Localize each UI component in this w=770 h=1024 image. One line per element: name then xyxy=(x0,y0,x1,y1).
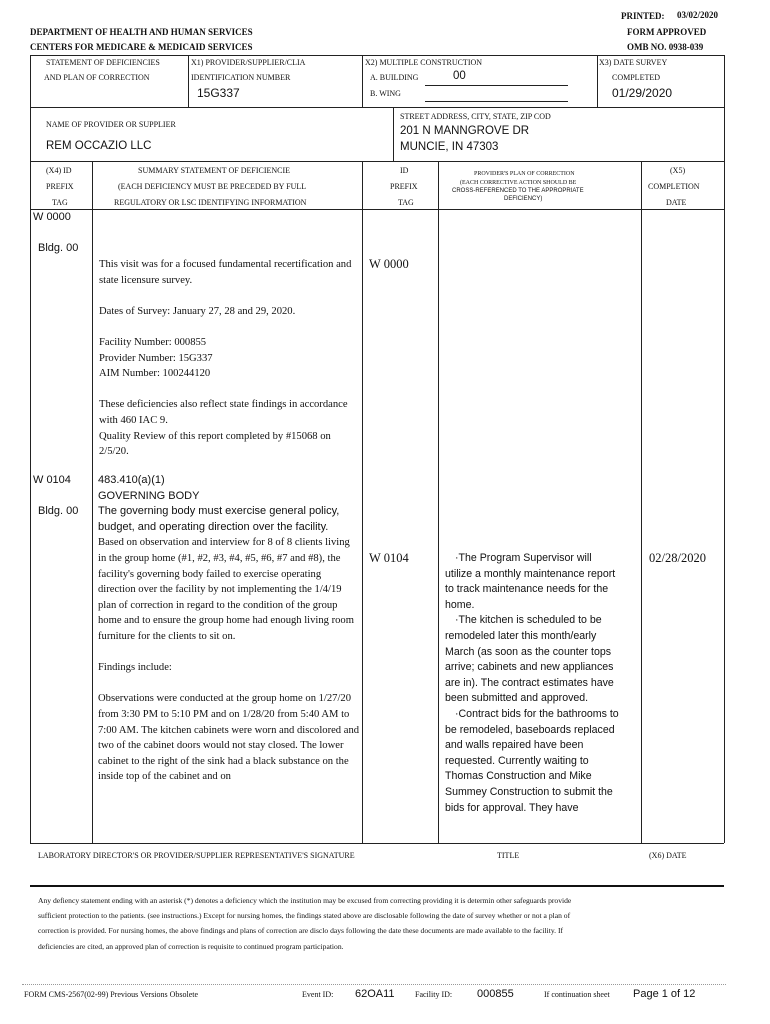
provider-name-label: NAME OF PROVIDER OR SUPPLIER xyxy=(46,120,176,129)
w0104-regulation-text: The governing body must exercise general policy, budget, and operating direction over the facility. xyxy=(98,505,340,533)
id-tag-label: TAG xyxy=(398,198,414,207)
x4-tag-label: TAG xyxy=(52,198,68,207)
w0000-id-tag: W 0000 xyxy=(369,257,409,271)
continuation-label: If continuation sheet xyxy=(544,990,610,999)
x2-label: X2) MULTIPLE CONSTRUCTION xyxy=(365,58,483,67)
facility-id: 000855 xyxy=(477,988,514,1000)
deficiency-notice: Any defiency statement ending with an asterisk (*) denotes a deficiency which the institution may be excused from correcting providing it is determin other safeguards provide sufficient protection to the patients. (see instructions.) Except for nursing homes, the findings stated above are disclosable following the date of survey whether or not a plan of correction is provided. For nursing homes, the above findings and plans of correction are disclo days following the date these documents are made available to the facility. If deficiencies are cited, an approved plan of correction is requisite to continued program participation. xyxy=(38,896,572,951)
x1-label: X1) PROVIDER/SUPPLIER/CLIA xyxy=(191,58,306,67)
w0104-tag: W 0104 xyxy=(33,474,71,486)
survey-date: 01/29/2020 xyxy=(612,86,673,100)
w0104-regulation-title: GOVERNING BODY xyxy=(98,489,200,502)
wing-label: B. WING xyxy=(370,89,401,98)
w0000-aim-number: AIM Number: 100244120 xyxy=(99,368,211,380)
w0000-bldg: Bldg. 00 xyxy=(38,242,79,254)
date-label: DATE xyxy=(666,198,687,207)
x4-id-label: (X4) ID xyxy=(46,166,72,175)
page-number: Page 1 of 12 xyxy=(633,988,696,1000)
title-label: TITLE xyxy=(497,851,520,860)
poc-item-bathrooms: ·Contract bids for the bathrooms to be remodeled, baseboards replaced and walls repaired have been requested. Currently waiting to Thomas Construction and Mike Summey Construction to submit the bids for approval. They have xyxy=(445,707,619,814)
provider-name: REM OCCAZIO LLC xyxy=(46,140,152,152)
omb-number: OMB NO. 0938-039 xyxy=(627,42,704,52)
statement-label: STATEMENT OF DEFICIENCIES xyxy=(46,58,160,67)
w0000-visit-paragraph: This visit was for a focused fundamental recertification and state licensure survey. xyxy=(99,259,352,286)
summary-regulatory: REGULATORY OR LSC IDENTIFYING INFORMATION xyxy=(114,198,307,207)
building-value: 00 xyxy=(453,70,466,82)
event-id: 62OA11 xyxy=(355,988,395,1000)
w0104-summary xyxy=(98,473,360,800)
completed-label: COMPLETED xyxy=(612,73,660,82)
completion-label: COMPLETION xyxy=(648,182,700,191)
form-approved: FORM APPROVED xyxy=(627,27,707,37)
poc-item-kitchen: ·The kitchen is scheduled to be remodeled later this month/early March (as soon as the counter tops arrive; cabinets and new appliances are in). The contract estimates have been submitted and approved. xyxy=(445,614,614,705)
poc-deficiency: DEFICIENCY) xyxy=(504,196,543,202)
address-line-1: 201 N MANNGROVE DR xyxy=(400,125,530,137)
w0104-bldg: Bldg. 00 xyxy=(38,505,79,517)
poc-header: PROVIDER'S PLAN OF CORRECTION xyxy=(474,171,575,177)
address-line-2: MUNCIE, IN 47303 xyxy=(400,141,499,153)
printed-label: PRINTED: xyxy=(621,11,665,21)
building-label: A. BUILDING xyxy=(370,73,419,82)
signature-label: LABORATORY DIRECTOR'S OR PROVIDER/SUPPLIER REPRESENTATIVE'S SIGNATURE xyxy=(38,851,355,860)
w0000-state-findings: These deficiencies also reflect state findings in accordance with 460 IAC 9. xyxy=(99,399,348,426)
w0104-id-tag: W 0104 xyxy=(369,551,409,565)
poc-subheader: (EACH CORRECTIVE ACTION SHOULD BE xyxy=(460,180,577,186)
w0000-provider-number: Provider Number: 15G337 xyxy=(99,352,213,364)
w0000-facility-number: Facility Number: 000855 xyxy=(99,336,207,348)
event-id-label: Event ID: xyxy=(302,990,334,999)
x5-label: (X5) xyxy=(670,166,686,175)
identification-label: IDENTIFICATION NUMBER xyxy=(191,73,291,82)
x4-prefix-label: PREFIX xyxy=(46,182,74,191)
id-label: ID xyxy=(400,166,409,175)
w0104-finding-paragraph: Based on observation and interview for 8 of 8 clients living in the group home (#1, #2, #3, #4, #5, #6, #7 and #8), the facility's governing body failed to exercise operating direction over the facility by not implementing the 1/4/19 plan of correction in regard to the condition of the group home and to ensure the group home had enough living room furniture for the clients to sit on. xyxy=(98,537,354,642)
x6-date-label: (X6) DATE xyxy=(649,851,687,860)
w0104-completion-date: 02/28/2020 xyxy=(649,551,706,565)
w0000-summary xyxy=(99,257,357,475)
w0104-plan-of-correction xyxy=(445,551,621,816)
printed-date: 03/02/2020 xyxy=(677,10,719,20)
cms-title: CENTERS FOR MEDICARE & MEDICAID SERVICES xyxy=(30,42,253,52)
summary-subheader: (EACH DEFICIENCY MUST BE PRECEDED BY FULL xyxy=(118,182,307,191)
address-label: STREET ADDRESS, CITY, STATE, ZIP COD xyxy=(400,112,551,121)
x3-label: X3) DATE SURVEY xyxy=(599,58,668,67)
summary-header: SUMMARY STATEMENT OF DEFICIENCIE xyxy=(138,166,291,175)
form-number: FORM CMS-2567(02-99) Previous Versions Obsolete xyxy=(24,990,199,999)
plan-label: AND PLAN OF CORRECTION xyxy=(44,73,150,82)
identification-number: 15G337 xyxy=(197,86,240,100)
w0000-dates-paragraph: Dates of Survey: January 27, 28 and 29, 2020. xyxy=(99,305,296,317)
facility-id-label: Facility ID: xyxy=(415,990,453,999)
poc-item-maintenance: ·The Program Supervisor will utilize a monthly maintenance report to track maintenance needs for the home. xyxy=(445,552,616,611)
w0104-findings-include: Findings include: xyxy=(98,662,172,674)
department-title: DEPARTMENT OF HEALTH AND HUMAN SERVICES xyxy=(30,27,253,37)
w0104-regulation-code: 483.410(a)(1) xyxy=(98,474,165,486)
poc-cross-reference: CROSS-REFERENCED TO THE APPROPRIATE xyxy=(452,188,584,194)
w0104-observations-paragraph: Observations were conducted at the group home on 1/27/20 from 3:30 PM to 5:10 PM and on 1/28/20 from 5:40 AM to 7:00 AM. The kitchen cabinets were worn and discolored and two of the cabinet doors would not stay closed. The lower cabinet to the right of the sink had a black substance on the inside top of the cabinet and on xyxy=(98,693,360,783)
id-prefix-label: PREFIX xyxy=(390,182,418,191)
w0000-tag: W 0000 xyxy=(33,211,71,223)
w0000-quality-review: Quality Review of this report completed by #15068 on 2/5/20. xyxy=(99,430,331,458)
